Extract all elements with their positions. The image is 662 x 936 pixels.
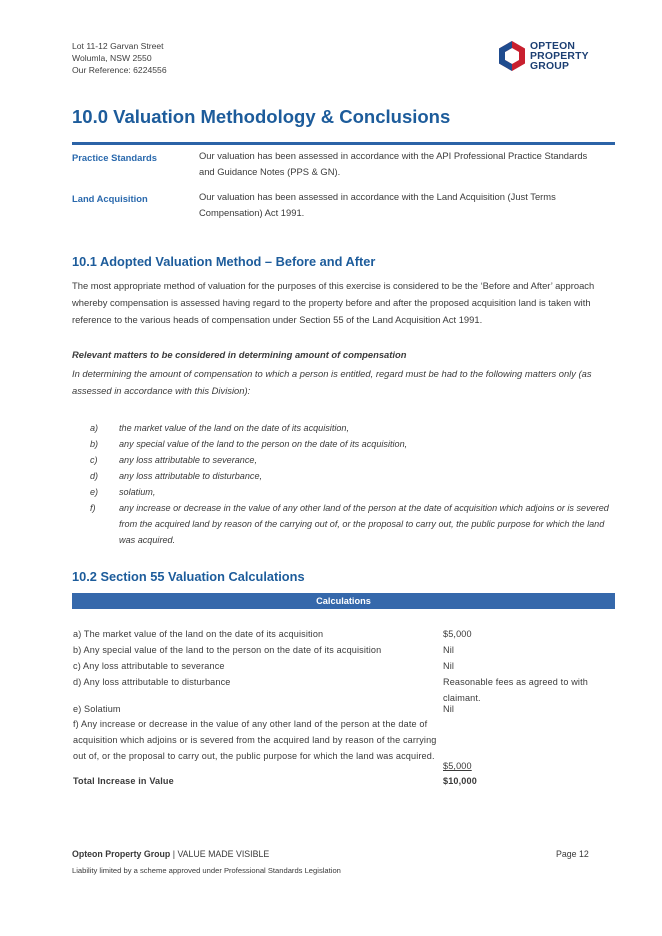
list-letter: c) xyxy=(90,455,98,465)
relevant-matters-intro: In determining the amount of compensation to which a person is entitled, regard must be had to the following matters only (as assessed in accordance with this Division): xyxy=(72,368,592,396)
table-row xyxy=(73,658,618,674)
relevant-matters-heading: Relevant matters to be considered in determining amount of compensation xyxy=(72,349,407,360)
table-row xyxy=(73,626,618,642)
calc-value: Nil xyxy=(443,645,455,655)
list-item xyxy=(90,484,610,500)
compensation-list xyxy=(90,420,610,548)
logo-text-line-2: PROPERTY xyxy=(530,51,589,62)
list-item xyxy=(90,500,610,548)
logo-text-line-3: GROUP xyxy=(530,61,570,72)
address-block xyxy=(72,40,167,76)
list-item xyxy=(90,452,610,468)
calc-value: Nil xyxy=(443,661,455,671)
calc-value: Nil xyxy=(443,704,455,714)
section-title: 10.0 Valuation Methodology & Conclusions xyxy=(72,106,451,127)
calculations-table-header: Calculations xyxy=(72,593,615,609)
list-text: solatium, xyxy=(119,487,156,497)
calc-desc: f) Any increase or decrease in the value of any other land of the person at the date of acquisition which adjoins or is severed from the acquired land by reason of the carrying out of, or the proposal to carry out, the public purpose for which the land was acquired. xyxy=(73,719,437,761)
calc-desc: a) The market value of the land on the date of its acquisition xyxy=(73,629,324,639)
reference-line: Our Reference: 6224556 xyxy=(72,65,167,75)
land-acquisition-value: Our valuation has been assessed in accordance with the Land Acquisition (Just Terms Compensation) Act 1991. xyxy=(199,191,556,218)
total-row xyxy=(73,773,618,789)
table-row xyxy=(73,716,618,774)
total-label: Total Increase in Value xyxy=(73,776,174,786)
calc-desc: c) Any loss attributable to severance xyxy=(73,661,225,671)
calc-desc: e) Solatium xyxy=(73,704,121,714)
subsection-10-1-title: 10.1 Adopted Valuation Method – Before and After xyxy=(72,254,376,269)
calc-desc: d) Any loss attributable to disturbance xyxy=(73,677,231,687)
table-row xyxy=(73,642,618,658)
list-text: any loss attributable to disturbance, xyxy=(119,471,263,481)
list-item xyxy=(90,436,610,452)
calc-desc: b) Any special value of the land to the person on the date of its acquisition xyxy=(73,645,382,655)
title-rule xyxy=(72,142,615,145)
footer-company-line xyxy=(72,849,269,859)
calc-value: $5,000 xyxy=(443,761,472,771)
practice-standards-value: Our valuation has been assessed in accordance with the API Professional Practice Standards and Guidance Notes (PPS & GN). xyxy=(199,150,588,177)
list-letter: a) xyxy=(90,423,99,433)
logo-text-line-1: OPTEON xyxy=(530,41,576,52)
list-text: any special value of the land to the person on the date of its acquisition, xyxy=(119,439,408,449)
address-line-1: Lot 11-12 Garvan Street xyxy=(72,41,164,51)
footer-company: Opteon Property Group xyxy=(72,849,171,859)
list-text: any loss attributable to severance, xyxy=(119,455,258,465)
footer-separator: | xyxy=(172,849,175,859)
land-acquisition-label: Land Acquisition xyxy=(72,193,148,204)
footer-liability: Liability limited by a scheme approved under Professional Standards Legislation xyxy=(72,866,341,875)
total-value: $10,000 xyxy=(443,776,477,786)
page-number: Page 12 xyxy=(556,849,589,859)
list-letter: e) xyxy=(90,487,99,497)
calc-value: $5,000 xyxy=(443,629,472,639)
subsection-10-2-title: 10.2 Section 55 Valuation Calculations xyxy=(72,569,305,584)
practice-standards-label: Practice Standards xyxy=(72,152,157,163)
method-paragraph: The most appropriate method of valuation for the purposes of this exercise is considered to be the ‘Before and After’ approach whereby compensation is assessed having regard to the property before and after the proposed acquisition land is taken with reference to the various heads of compensation under Section 55 of the Land Acquisition Act 1991. xyxy=(72,280,595,325)
address-line-2: Wolumla, NSW 2550 xyxy=(72,53,152,63)
logo-wordmark xyxy=(530,42,589,72)
table-row xyxy=(73,701,618,717)
list-text: the market value of the land on the date of its acquisition, xyxy=(119,423,350,433)
list-item xyxy=(90,468,610,484)
footer-tagline: VALUE MADE VISIBLE xyxy=(177,849,270,859)
list-text: any increase or decrease in the value of any other land of the person at the date of acquisition which adjoins or is severed from the acquired land by reason of the carrying out of, or the proposal to carry out, the public purpose for which the land was acquired. xyxy=(119,503,609,545)
list-letter: b) xyxy=(90,439,99,449)
list-item xyxy=(90,420,610,436)
list-letter: f) xyxy=(90,503,96,513)
list-letter: d) xyxy=(90,471,99,481)
calc-value: Reasonable fees as agreed to with claimant. xyxy=(443,677,588,703)
